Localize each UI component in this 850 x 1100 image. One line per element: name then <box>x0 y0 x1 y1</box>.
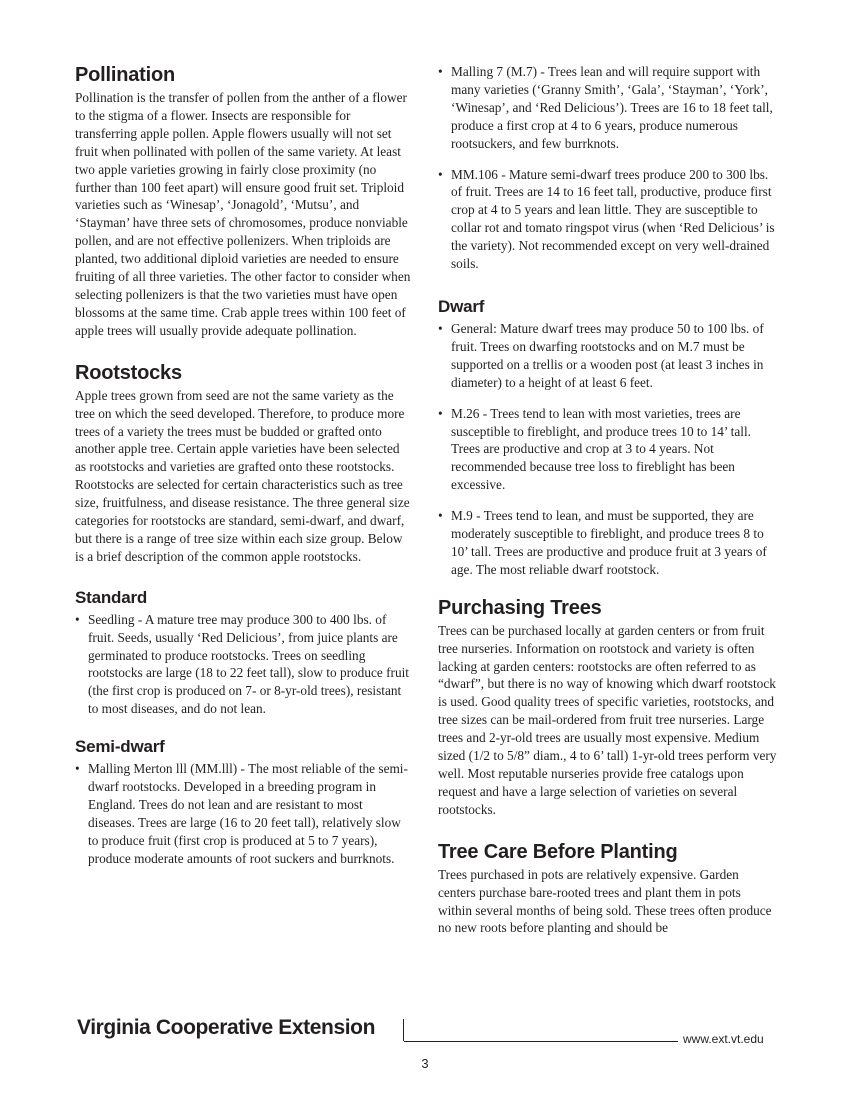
standard-section <box>75 587 411 718</box>
rootstocks-heading: Rootstocks <box>75 361 182 384</box>
standard-list <box>75 611 411 718</box>
semi-dwarf-list <box>75 760 411 867</box>
rootstocks-section <box>75 361 411 566</box>
list-item: • M.9 - Trees tend to lean, and must be supported, they are moderately susceptible to fireblight, and produce trees 8 to 10’ tall. Trees are productive and produce fruit at 3 years of age. The most reliable dwarf rootstock. <box>438 507 778 579</box>
dwarf-section <box>438 296 778 579</box>
footer-divider-horizontal <box>404 1041 678 1042</box>
footer-organization: Virginia Cooperative Extension <box>77 1016 376 1039</box>
pollination-section <box>75 63 411 340</box>
semi-dwarf-continued-list <box>438 63 778 273</box>
right-column <box>438 58 778 937</box>
tree-care-section <box>438 840 778 938</box>
list-item: • General: Mature dwarf trees may produce 50 to 100 lbs. of fruit. Trees on dwarfing rootstocks and on M.7 must be supported on a trellis or a wooden post (at least 3 inches in diameter) to a height of at least 6 feet. <box>438 320 778 392</box>
list-item: • Seedling - A mature tree may produce 300 to 400 lbs. of fruit. Seeds, usually ‘Red Delicious’, from juice plants are germinated to produce rootstocks. Trees on seedling rootstocks are large (18 to 22 feet tall), slow to produce fruit (the first crop is produced on 7- or 8-yr-old trees), resistant to most diseases, and do not lean. <box>75 611 411 718</box>
list-item: • Malling 7 (M.7) - Trees lean and will require support with many varieties (‘Granny Smith’, ‘Gala’, ‘Stayman’, ‘York’, ‘Winesap’, and ‘Red Delicious’). Trees are 16 to 18 feet tall, produce a first crop at 4 to 6 years, produce numerous rootsuckers, and few burrknots. <box>438 63 778 153</box>
dwarf-list <box>438 320 778 579</box>
tree-care-heading: Tree Care Before Planting <box>438 840 678 863</box>
footer-divider-vertical <box>403 1019 404 1041</box>
footer-url: www.ext.vt.edu <box>683 1032 764 1046</box>
pollination-body: Pollination is the transfer of pollen from the anther of a flower to the stigma of a flower. Insects are responsible for transferring apple pollen. Apple flowers usually will not set fruit when pollinated with pollen of the same variety. At least two apple varieties growing in fairly close proximity (no further than 100 feet apart) will ensure good fruit set. Triploid varieties such as ‘Winesap’, ‘Jonagold’, ‘Mutsu’, and ‘Stayman’ have three sets of chromosomes, produce nonviable pollen, and are not effective pollenizers. When triploids are planted, two additional diploid varieties are needed to ensure fruiting of all three varieties. The other factor to consider when selecting pollenizers is that the two varieties must have open blossoms at the same time. Crab apple trees within 100 feet of apple trees will usually provide adequate pollination. <box>75 90 411 338</box>
dwarf-heading: Dwarf <box>438 296 485 316</box>
purchasing-trees-body: Trees can be purchased locally at garden centers or from fruit tree nurseries. Information on rootstock and variety is often lacking at garden centers: rootstocks are often referred to as “dwarf”, but there is no way of knowing which dwarf rootstock is used. Good quality trees of specific varieties, rootstocks, and tree sizes can be mail-ordered from fruit tree nurseries. Large trees and 2-yr-old trees are usually most expensive. Medium sized (1/2 to 5/8” diam., 4 to 6’ tall) 1-yr-old trees perform very well. Most reputable nurseries provide free catalogs upon request and have a large selection of varieties on several rootstocks. <box>438 622 777 817</box>
rootstocks-body: Apple trees grown from seed are not the same variety as the tree on which the seed developed. Therefore, to produce more trees of a variety the trees must be budded or grafted onto another apple tree. Certain apple varieties have been selected as rootstocks and varieties are grafted onto these rootstocks. Rootstocks are selected for certain characteristics such as tree size, fruitfulness, and disease resistance. The three general size categories for rootstocks are standard, semi-dwarf, and dwarf, but there is a range of tree size within each size group. Below is a brief description of the common apple rootstocks. <box>75 387 410 564</box>
semi-dwarf-section <box>75 736 411 867</box>
tree-care-body: Trees purchased in pots are relatively expensive. Garden centers purchase bare-rooted trees and plant them in pots within several months of being sold. These trees often produce no new roots before planting and should be <box>438 866 772 936</box>
purchasing-trees-heading: Purchasing Trees <box>438 596 602 619</box>
list-item: • M.26 - Trees tend to lean with most varieties, trees are susceptible to fireblight, and produce trees 10 to 14’ tall. Trees are productive and crop at 3 to 4 years. Not recommended because tree loss to fireblight has been excessive. <box>438 405 778 495</box>
semi-dwarf-heading: Semi-dwarf <box>75 737 165 757</box>
pollination-heading: Pollination <box>75 64 176 86</box>
list-item: • Malling Merton lll (MM.lll) - The most reliable of the semi-dwarf rootstocks. Developed in a breeding program in England. Trees do not lean and are resistant to most diseases. Trees are large (16 to 20 feet tall), relatively slow to produce fruit (first crop is produced at 5 to 7 years), produce moderate amounts of root suckers and burrknots. <box>75 760 411 867</box>
standard-heading: Standard <box>75 587 148 607</box>
list-item: • MM.106 - Mature semi-dwarf trees produce 200 to 300 lbs. of fruit. Trees are 14 to 16 feet tall, productive, produce first crop at 4 to 5 years and lean little. They are susceptible to collar rot and tomato ringspot virus (when ‘Red Delicious’ is the variety). Not recommended except on very well-drained soils. <box>438 166 778 273</box>
purchasing-trees-section <box>438 596 778 819</box>
page-number: 3 <box>421 1056 429 1071</box>
left-column <box>75 58 411 881</box>
